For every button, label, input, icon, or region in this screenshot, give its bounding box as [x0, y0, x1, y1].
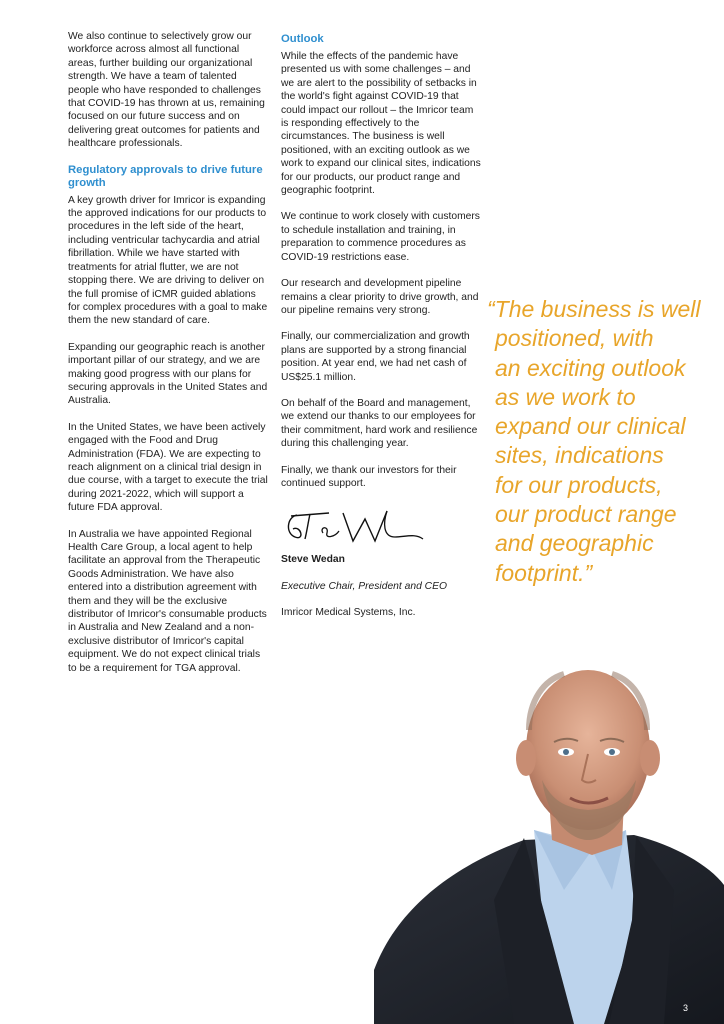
quote-line: sites, indications — [495, 442, 664, 469]
body-paragraph: In Australia we have appointed Regional Health Care Group, a local agent to help facilitate an approval from the Therapeutic Goods Administration. We have also entered into a distribution agreement with them and they will be the exclusive distributor of Imricor's consumable products in Australia and New Zealand and a non-exclusive distributor of Imricor's capital equipment. We do not expect clinical trials to be a requirement for TGA approval. — [68, 528, 267, 674]
quote-line: positioned, with — [495, 325, 654, 352]
body-paragraph: While the effects of the pandemic have presented us with some challenges – and we are alert to the possibility of setbacks in the world's fight against COVID-19 that could impact our rollout – the Imricor team is responding effectively to the circumstances. The business is well positioned, with an exciting outlook as we work to expand our clinical sites, indications for our products, our product range and geographic footprint. — [281, 51, 481, 197]
ceo-portrait-photo — [374, 640, 724, 1024]
body-paragraph: Our research and development pipeline remains a clear priority to drive growth, and our pipeline remains very strong. — [281, 278, 479, 316]
pull-quote — [487, 295, 712, 588]
quote-line: “The business is well — [487, 296, 701, 322]
middle-column — [281, 30, 481, 633]
signatory-company: Imricor Medical Systems, Inc. — [281, 607, 416, 619]
body-paragraph: We continue to work closely with customers to schedule installation and training, in preparation to commence procedures as COVID-19 restrictions ease. — [281, 211, 480, 263]
quote-line: footprint.” — [495, 559, 593, 586]
quote-line: our product range — [495, 501, 677, 528]
quote-line: as we work to — [495, 383, 636, 410]
quote-line: and geographic — [495, 530, 654, 557]
body-paragraph: In the United States, we have been actively engaged with the Food and Drug Administration (FDA). We are expecting to reach alignment on a clinical trial design in due course, with a target to execute the trial during 2021-2022, which will support a future FDA approval. — [68, 421, 268, 514]
regulatory-heading: Regulatory approvals to drive future growth — [68, 163, 263, 189]
body-paragraph: Finally, we thank our investors for their continued support. — [281, 464, 457, 489]
body-paragraph: On behalf of the Board and management, we extend our thanks to our employees for their commitment, hard work and resilience during this challenging year. — [281, 397, 478, 450]
signature-image — [283, 503, 433, 549]
quote-line: an exciting outlook — [495, 354, 686, 381]
left-column — [68, 30, 268, 688]
quote-line: expand our clinical — [495, 413, 686, 440]
signatory-name: Steve Wedan — [281, 554, 345, 566]
quote-line: for our products, — [495, 471, 663, 498]
body-paragraph: Finally, our commercialization and growth plans are supported by a strong financial position. At year end, we had net cash of US$25.1 million. — [281, 331, 470, 383]
page-number: 3 — [683, 1003, 689, 1013]
intro-paragraph: We also continue to selectively grow our workforce across almost all functional areas, further building our organizational strength. We have a team of talented people who have responded to challenges that COVID-19 has thrown at us, remaining focused on our future success and on delivering great outcomes for patients and healthcare professionals. — [68, 31, 265, 150]
signatory-title: Executive Chair, President and CEO — [281, 580, 447, 592]
body-paragraph: A key growth driver for Imricor is expanding the approved indications for our products to procedures in the left side of the heart, including ventricular tachycardia and atrial fibrillation. While we have started with treatments for atrial flutter, we are not stopping there. We are driving to deliver on the full promise of iCMR guided ablations for complex procedures with a goal to make them the new standard of care. — [68, 194, 268, 327]
body-paragraph: Expanding our geographic reach is another important pillar of our strategy, and we are making good progress with our plans for securing approvals in the United States and Australia. — [68, 341, 268, 407]
outlook-heading: Outlook — [281, 33, 324, 45]
